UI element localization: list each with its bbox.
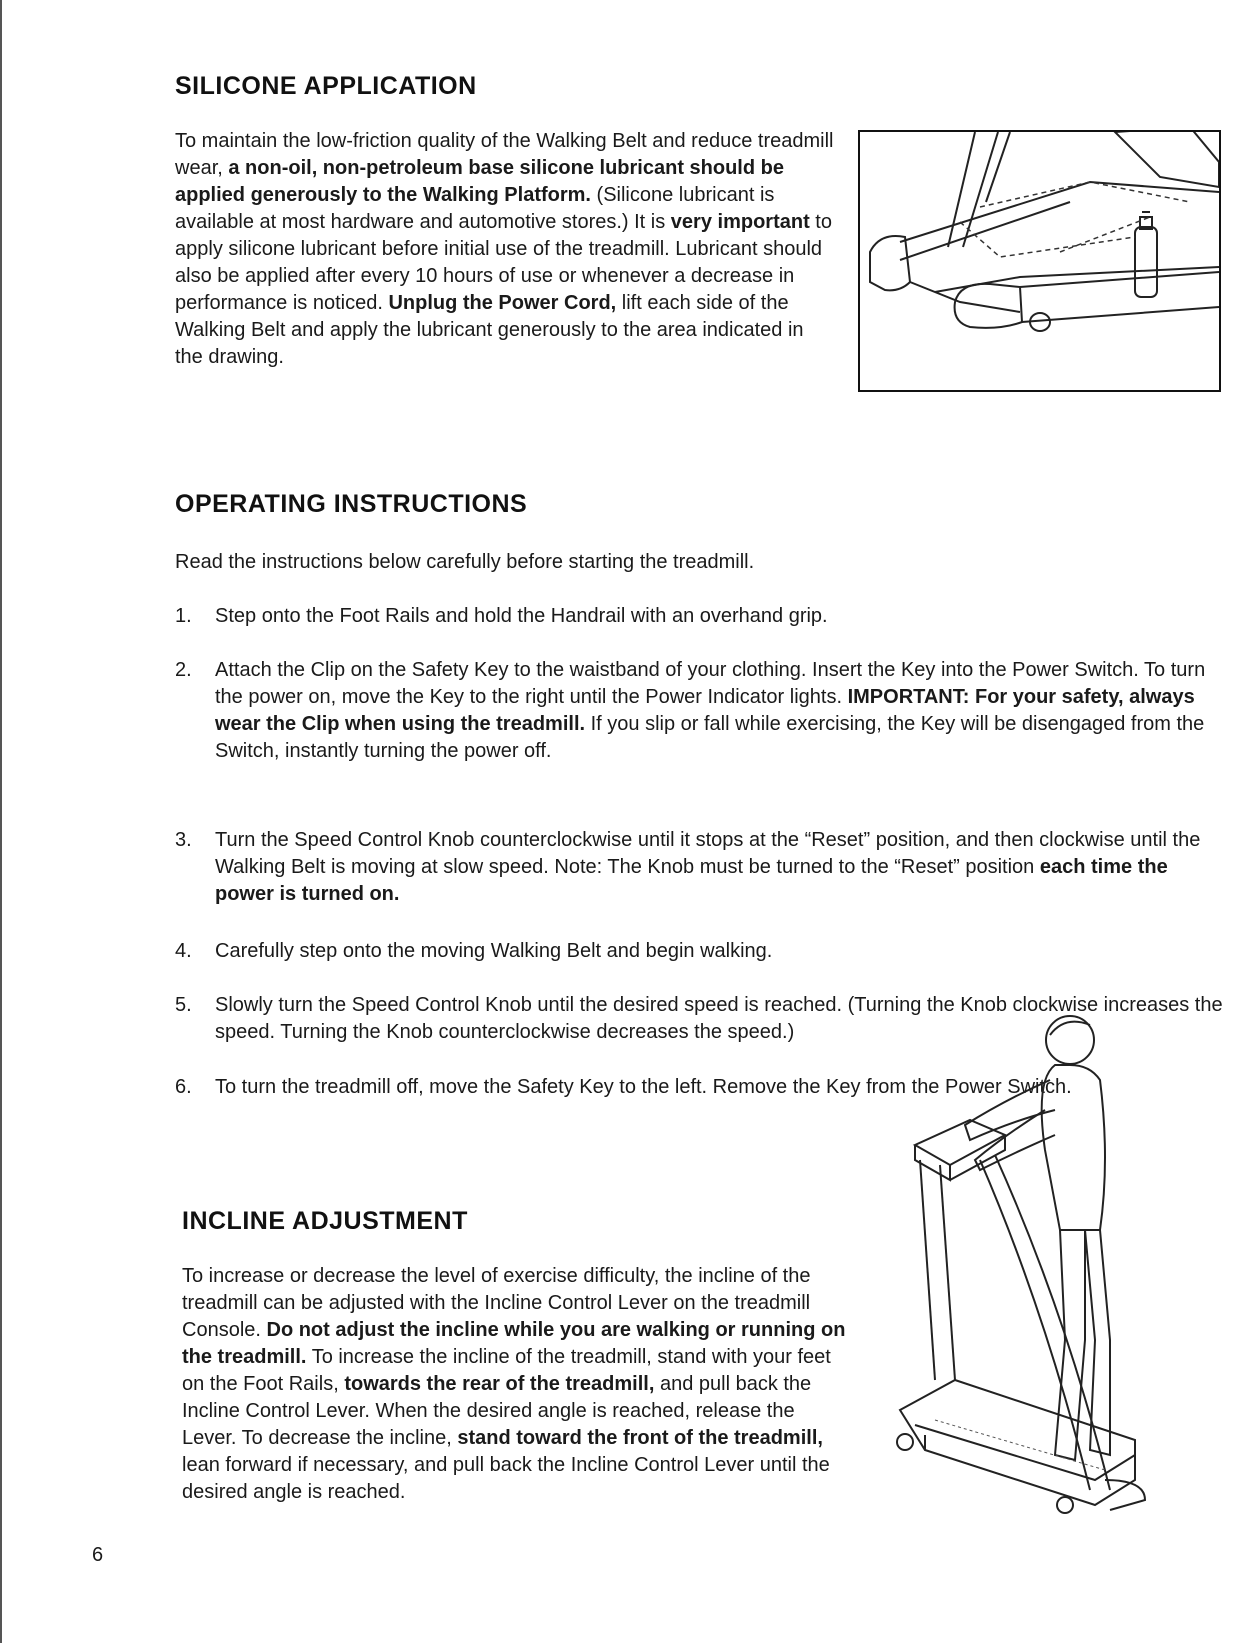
page-edge — [0, 0, 2, 1643]
step-3-bold: each time the power is turned on. — [215, 856, 1168, 905]
step-number: 6. — [175, 1076, 192, 1098]
silicone-bold-2: very important — [670, 211, 810, 233]
step-number: 3. — [175, 829, 192, 851]
incline-bold-1: Do not adjust the incline while you are walking or running on the treadmill. — [182, 1319, 846, 1368]
step-text — [215, 657, 1225, 765]
incline-text-1: To increase or decrease the level of exercise difficulty, the incline of the treadmill can be adjusted with the Incline Control Lever on the treadmill Console. — [182, 1265, 811, 1341]
step-2-text-c: If you slip or fall while exercising, the Key will be disengaged from the Switch, instantly turning the power off. — [215, 713, 1205, 762]
step-text: Step onto the Foot Rails and hold the Handrail with an overhand grip. — [215, 605, 828, 627]
step-2-text-a: Attach the Clip on the Safety Key to the waistband of your clothing. Insert the Key into the Power Switch. To turn the power on, move the Key to the right until the Power Indicator lights. — [215, 659, 1206, 708]
step-3-text-a: Turn the Speed Control Knob counterclockwise until it stops at the “Reset” position, and then clockwise until the Walking Belt is moving at slow speed. Note: The Knob must be turned to the “Reset” position — [215, 829, 1201, 878]
step-number: 4. — [175, 940, 192, 962]
incline-adjustment-illustration — [895, 1010, 1170, 1515]
silicone-paragraph — [175, 128, 835, 371]
treadmill-platform-drawing — [860, 132, 1219, 390]
silicone-bold-1: a non-oil, non-petroleum base silicone lubricant should be applied generously to the Walking Platform. — [175, 157, 784, 206]
step-number: 5. — [175, 994, 192, 1016]
step-text: To turn the treadmill off, move the Safety Key to the left. Remove the Key from the Power Switch. — [215, 1076, 1072, 1098]
incline-text-2: To increase the incline of the treadmill, stand with your feet on the Foot Rails, — [182, 1346, 831, 1395]
silicone-text-4: lift each side of the Walking Belt and apply the lubricant generously to the area indicated in the drawing. — [175, 292, 804, 368]
step-number: 2. — [175, 659, 192, 681]
incline-bold-2: towards the rear of the treadmill, — [344, 1373, 655, 1395]
silicone-bold-3: Unplug the Power Cord, — [388, 292, 617, 314]
incline-text-4: lean forward if necessary, and pull back the Incline Control Lever until the desired angle is reached. — [182, 1454, 830, 1503]
page-number: 6 — [92, 1544, 104, 1566]
incline-bold-3: stand toward the front of the treadmill, — [457, 1427, 823, 1449]
incline-text-3: and pull back the Incline Control Lever. When the desired angle is reached, release the Lever. To decrease the incline, — [182, 1373, 812, 1449]
operating-intro: Read the instructions below carefully before starting the treadmill. — [175, 551, 755, 573]
step-2-important: IMPORTANT: For your safety, always wear the Clip when using the treadmill. — [215, 686, 1195, 735]
silicone-heading: SILICONE APPLICATION — [175, 72, 477, 100]
silicone-text-2: (Silicone lubricant is available at most hardware and automotive stores.) It is — [175, 184, 775, 233]
silicone-text-3: to apply silicone lubricant before initial use of the treadmill. Lubricant should also be applied after every 10 hours of use or whenever a decrease in performance is noticed. — [175, 211, 832, 314]
step-text: Carefully step onto the moving Walking Belt and begin walking. — [215, 940, 773, 962]
silicone-text-1: To maintain the low-friction quality of the Walking Belt and reduce treadmill wear, — [175, 130, 834, 179]
incline-paragraph — [182, 1263, 852, 1506]
step-number: 1. — [175, 605, 192, 627]
treadmill-lubrication-illustration — [858, 130, 1221, 392]
step-text: Slowly turn the Speed Control Knob until the desired speed is reached. (Turning the Knob clockwise increases the speed. Turning the Knob counterclockwise decreases the speed.) — [215, 994, 1223, 1043]
incline-heading: INCLINE ADJUSTMENT — [182, 1207, 468, 1235]
operating-heading: OPERATING INSTRUCTIONS — [175, 490, 528, 518]
person-on-treadmill-drawing — [895, 1010, 1170, 1515]
step-text — [215, 827, 1225, 908]
